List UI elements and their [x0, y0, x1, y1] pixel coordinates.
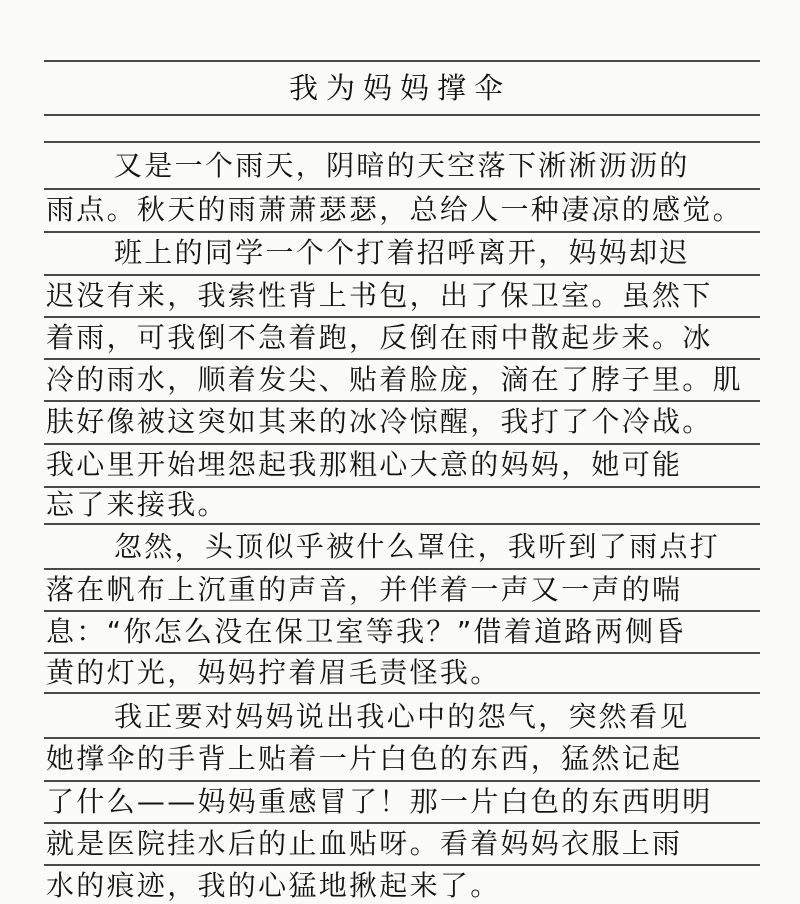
ruled-line [44, 60, 760, 62]
text-line: 息：“你怎么没在保卫室等我？”借着道路两侧昏 [46, 615, 686, 648]
text-line: 忘了来接我。 [46, 488, 228, 521]
text-line: 着雨，可我倒不急着跑，反倒在雨中散起步来。冰 [46, 321, 713, 354]
text-line: 我心里开始埋怨起我那粗心大意的妈妈，她可能 [46, 448, 683, 481]
text-line: 肤好像被这突如其来的冰冷惊醒，我打了个冷战。 [46, 405, 713, 438]
text-line: 迟没有来，我索性背上书包，出了保卫室。虽然下 [46, 279, 713, 312]
ruled-line [44, 141, 760, 143]
text-line: 忽然，头顶似乎被什么罩住，我听到了雨点打 [114, 530, 721, 563]
text-line: 就是医院挂水后的止血贴呀。看着妈妈衣服上雨 [46, 827, 683, 860]
text-line: 冷的雨水，顺着发尖、贴着脸庞，滴在了脖子里。肌 [46, 363, 743, 396]
essay-title: 我为妈妈撑伞 [288, 71, 511, 105]
text-line: 班上的同学一个个打着招呼离开，妈妈却迟 [114, 236, 690, 269]
text-line: 黄的灯光，妈妈拧着眉毛责怪我。 [46, 656, 501, 689]
text-line: 雨点。秋天的雨萧萧瑟瑟，总给人一种凄凉的感觉。 [46, 193, 743, 226]
text-line: 水的痕迹，我的心猛地揪起来了。 [46, 869, 501, 902]
text-line: 了什么——妈妈重感冒了！那一片白色的东西明明 [46, 785, 713, 818]
text-line: 落在帆布上沉重的声音，并伴着一声又一声的喘 [46, 573, 683, 606]
ruled-line [44, 114, 760, 116]
text-line: 又是一个雨天，阴暗的天空落下淅淅沥沥的 [114, 149, 690, 182]
text-line: 我正要对妈妈说出我心中的怨气，突然看见 [114, 700, 690, 733]
text-line: 她撑伞的手背上贴着一片白色的东西，猛然记起 [46, 742, 683, 775]
